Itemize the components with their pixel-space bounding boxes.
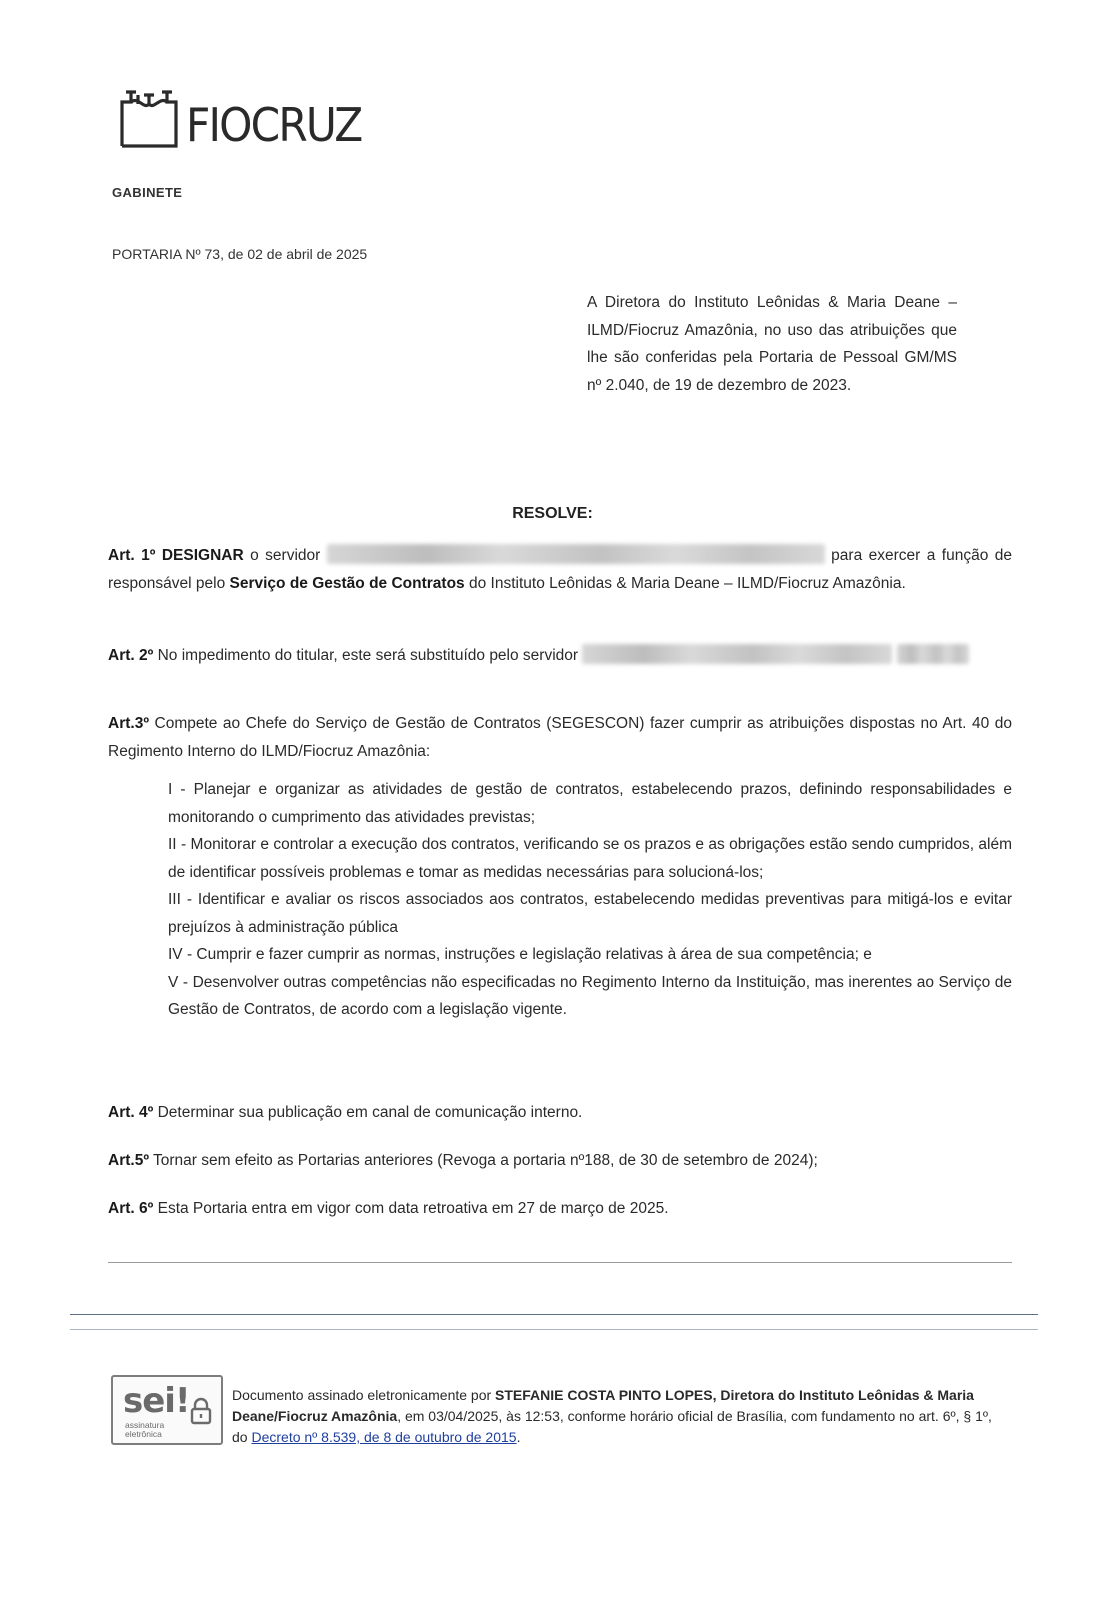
article-1-text-c: do Instituto Leônidas & Maria Deane – ILMD/Fiocruz Amazônia. [468, 574, 906, 592]
article-1-verb: DESIGNAR [161, 547, 244, 564]
article-1-label: Art. 1º [108, 547, 156, 564]
article-5 [108, 1147, 1012, 1175]
signer-name: STEFANIE COSTA PINTO LOPES, Diretora do Instituto Leônidas & Maria Deane/Fiocruz Amazônia [232, 1387, 974, 1424]
article-2-text: No impedimento do titular, este será substituído pelo servidor [157, 647, 579, 664]
signature-prefix: Documento assinado eletronicamente por [232, 1387, 492, 1403]
redacted-name [897, 644, 969, 664]
signature-block [232, 1385, 1002, 1448]
divider [70, 1314, 1038, 1315]
logo-text: FIOCRUZ [186, 98, 362, 152]
signature-suffix: . [516, 1429, 521, 1445]
article-1-bold: Serviço de Gestão de Contratos [229, 574, 465, 592]
divider [70, 1329, 1038, 1330]
seal-sub-line: assinatura [125, 1420, 165, 1430]
article-3 [108, 710, 1012, 765]
article-5-text: Tornar sem efeito as Portarias anteriores (Revoga a portaria nº188, de 30 de setembro de 2024); [153, 1152, 818, 1169]
article-6 [108, 1195, 1012, 1223]
preamble-text: A Diretora do Instituto Leônidas & Maria Deane – ILMD/Fiocruz Amazônia, no uso das atribuições que lhe são conferidas pela Portaria de Pessoal GM/MS nº 2.040, de 19 de dezembro de 2023. [587, 294, 957, 394]
decree-link[interactable]: Decreto nº 8.539, de 8 de outubro de 2015 [251, 1429, 517, 1445]
seal-sub-line: eletrônica [125, 1429, 162, 1439]
list-item: II - Monitorar e controlar a execução dos contratos, verificando se os prazos e as obrigações estão sendo cumpridos, além de identificar possíveis problemas e tomar as medidas necessárias para solucioná-los; [168, 836, 1012, 881]
article-5-label: Art.5º [108, 1152, 149, 1169]
article-2-label: Art. 2º [108, 647, 154, 664]
article-3-items [168, 776, 1012, 1024]
lock-icon [189, 1397, 213, 1425]
redacted-name [327, 544, 825, 564]
signature-middle: , em 03/04/2025, às 12:53, conforme horário oficial de Brasília, com fundamento no art. 6º, § 1º, do [232, 1408, 992, 1445]
redacted-name [582, 644, 892, 664]
resolve-heading: RESOLVE: [512, 505, 593, 522]
article-4-label: Art. 4º [108, 1104, 154, 1121]
seal-subtitle [125, 1421, 164, 1439]
article-6-label: Art. 6º [108, 1200, 154, 1217]
seal-word: sei! [123, 1381, 190, 1421]
list-item: V - Desenvolver outras competências não especificadas no Regimento Interno da Instituição, mas inerentes ao Serviço de Gestão de Contratos, de acordo com a legislação vigente. [168, 973, 1012, 1018]
article-6-text: Esta Portaria entra em vigor com data retroativa em 27 de março de 2025. [157, 1200, 669, 1217]
fiocruz-logo [118, 86, 377, 152]
list-item: III - Identificar e avaliar os riscos associados aos contratos, estabelecendo medidas preventivas para mitigá-los e evitar prejuízos à administração pública [168, 891, 1012, 936]
article-1 [108, 542, 1012, 597]
castle-icon [118, 86, 180, 148]
list-item: I - Planejar e organizar as atividades de gestão de contratos, estabelecendo prazos, definindo responsabilidades e monitorando o cumprimento das atividades previstas; [168, 781, 1012, 826]
article-3-label: Art.3º [108, 715, 149, 732]
article-1-text-b: para exercer a função de responsável pelo [108, 547, 1012, 592]
article-1-text-a: o servidor [250, 547, 321, 564]
sei-seal [111, 1375, 223, 1445]
department-label: GABINETE [112, 185, 183, 200]
portaria-title: PORTARIA Nº 73, de 02 de abril de 2025 [112, 246, 368, 262]
article-3-text: Compete ao Chefe do Serviço de Gestão de Contratos (SEGESCON) fazer cumprir as atribuições dispostas no Art. 40 do Regimento Interno do ILMD/Fiocruz Amazônia: [108, 715, 1013, 760]
article-4-text: Determinar sua publicação em canal de comunicação interno. [157, 1104, 583, 1121]
divider [108, 1262, 1012, 1263]
article-2 [108, 642, 1012, 670]
list-item: IV - Cumprir e fazer cumprir as normas, instruções e legislação relativas à área de sua competência; e [168, 946, 872, 963]
article-4 [108, 1099, 1012, 1127]
